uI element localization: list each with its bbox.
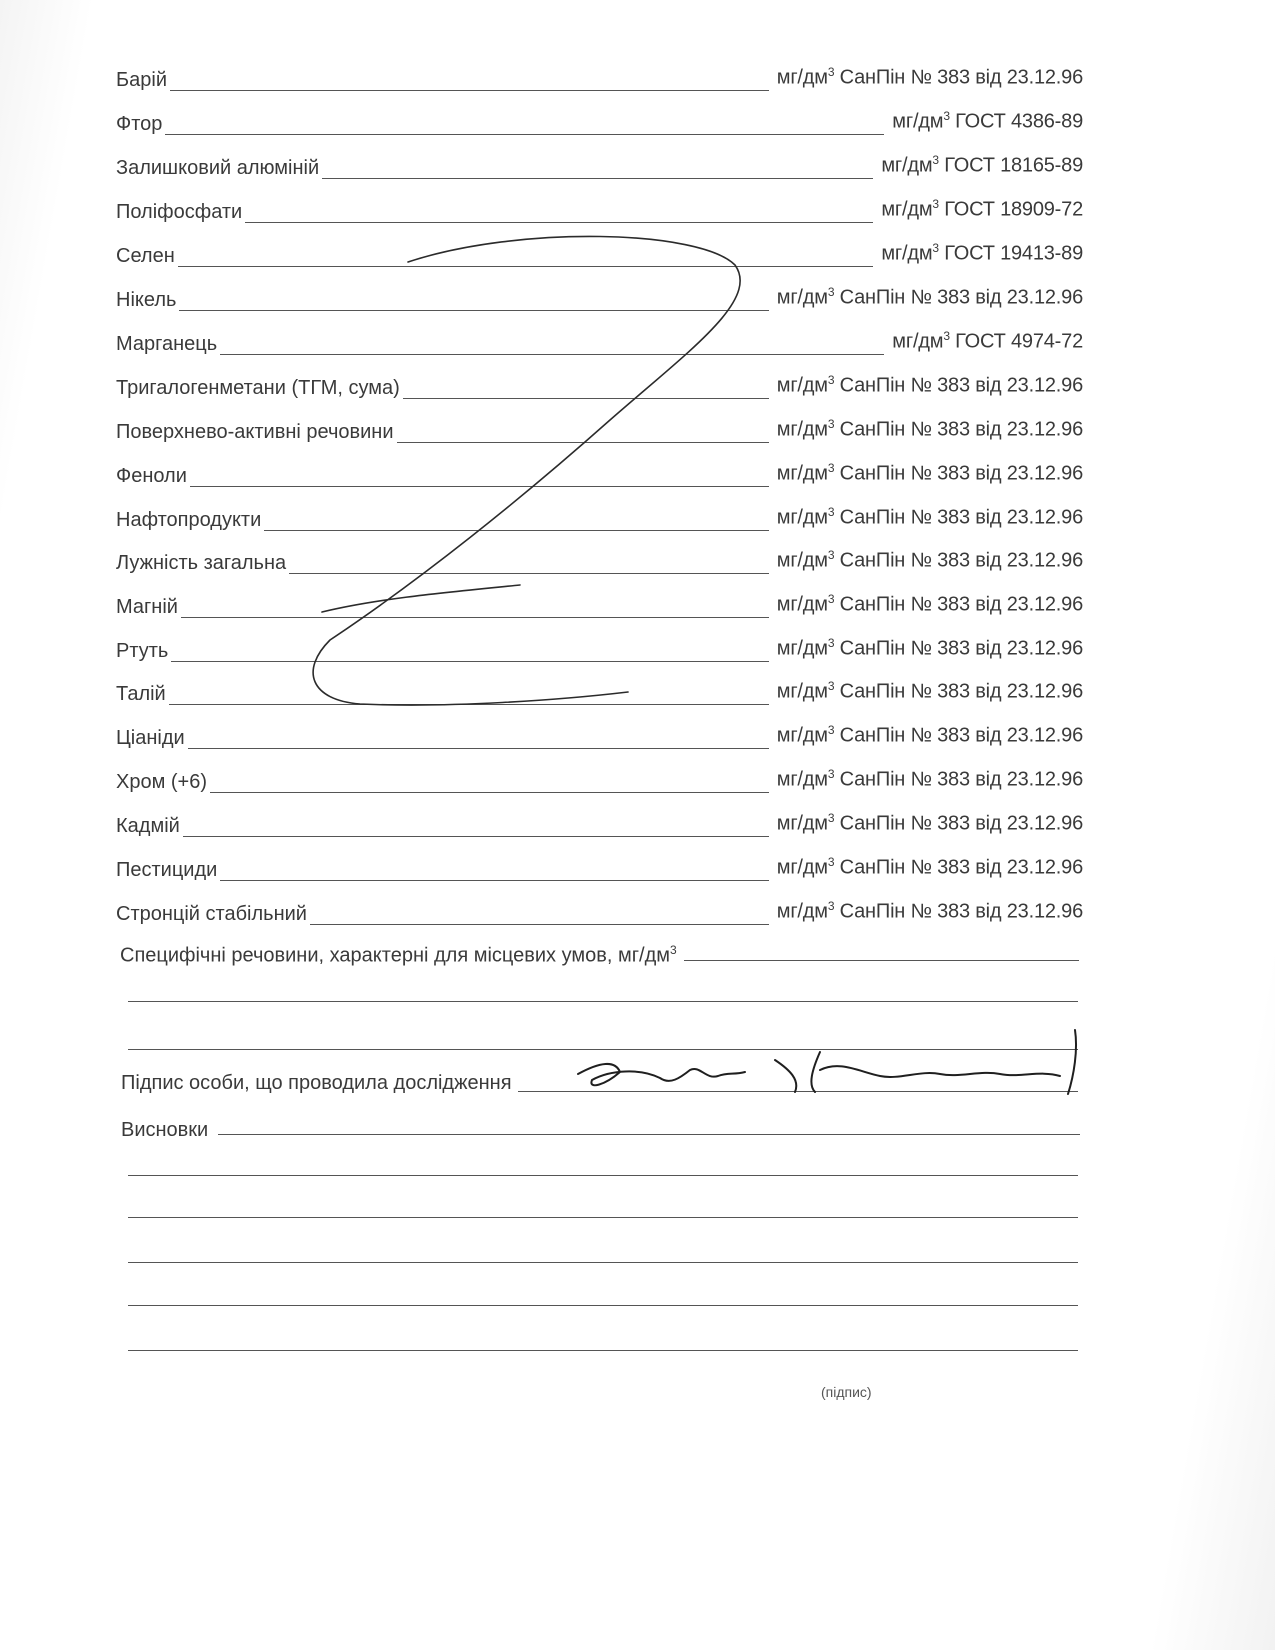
indicator-unit: мг/дм [881,155,933,177]
indicator-unit-sup: 3 [827,548,835,563]
indicator-name: Барій [116,69,167,91]
indicator-unit: мг/дм [892,331,944,353]
indicator-standard: ГОСТ 4386-89 [955,111,1083,133]
indicator-name: Марганець [116,333,218,355]
indicator-unit: мг/дм [776,769,828,791]
indicator-name: Феноли [116,465,187,487]
indicator-standard: СанПін № 383 від 23.12.96 [839,638,1083,660]
indicator-name: Хром (+6) [116,771,208,793]
indicator-unit-sup: 3 [932,197,939,212]
indicator-standard: СанПін № 383 від 23.12.96 [839,769,1083,791]
indicator-unit: мг/дм [776,375,828,397]
indicator-standard: СанПін № 383 від 23.12.96 [839,901,1083,923]
indicator-standard: ГОСТ 18165-89 [944,155,1083,177]
indicator-name: Лужність загальна [116,552,287,574]
indicator-standard: СанПін № 383 від 23.12.96 [839,725,1083,747]
indicator-unit: мг/дм [776,901,828,923]
indicator-name: Нікель [116,289,177,311]
indicator-unit-sup: 3 [827,592,835,607]
indicator-unit: мг/дм [881,199,933,221]
indicator-unit-sup: 3 [827,285,835,300]
indicator-unit: мг/дм [776,638,828,660]
indicator-unit: мг/дм [776,463,828,485]
indicator-name: Фтор [116,113,163,135]
indicator-unit: мг/дм [776,857,828,879]
indicator-unit: мг/дм [881,243,933,265]
indicator-unit: мг/дм [776,725,828,747]
indicator-unit-sup: 3 [827,767,835,782]
specific-substances-text: Специфічні речовини, характерні для місцевих умов, мг/дм [120,944,671,967]
indicator-unit: мг/дм [892,111,944,133]
indicator-name: Нафтопродукти [116,509,262,531]
indicator-standard: СанПін № 383 від 23.12.96 [839,681,1083,703]
indicator-unit-sup: 3 [827,855,835,870]
indicator-name: Магній [116,596,178,618]
indicator-unit: мг/дм [776,594,828,616]
indicator-name: Селен [116,245,175,267]
indicator-standard: СанПін № 383 від 23.12.96 [839,463,1083,485]
indicator-unit: мг/дм [776,681,828,703]
indicator-unit-sup: 3 [827,461,835,476]
indicator-unit-sup: 3 [943,109,950,124]
indicator-standard: ГОСТ 19413-89 [944,243,1083,265]
indicator-unit-sup: 3 [827,373,835,388]
indicator-name: Залишковий алюміній [116,157,320,179]
specific-substances-sup: 3 [670,943,677,957]
indicator-name: Стронцій стабільний [116,903,307,925]
indicator-standard: СанПін № 383 від 23.12.96 [839,419,1083,441]
indicator-name: Ціаніди [116,727,185,749]
indicator-unit: мг/дм [776,287,828,309]
indicator-standard: СанПін № 383 від 23.12.96 [839,507,1083,529]
indicator-standard: СанПін № 383 від 23.12.96 [839,594,1083,616]
indicator-name: Тригалогенметани (ТГМ, сума) [116,377,400,399]
signature-caption: (підпис) [821,1384,872,1400]
indicator-unit-sup: 3 [827,417,835,432]
indicator-standard: СанПін № 383 від 23.12.96 [839,813,1083,835]
indicator-unit: мг/дм [776,419,828,441]
indicator-standard: ГОСТ 18909-72 [944,199,1083,221]
indicator-name: Поверхнево-активні речовини [116,421,394,443]
indicator-standard: СанПін № 383 від 23.12.96 [839,857,1083,879]
indicator-unit-sup: 3 [932,241,939,256]
indicator-name: Поліфосфати [116,201,243,223]
researcher-signature-label: Підпис особи, що проводила дослідження [121,1072,512,1094]
indicator-name: Ртуть [116,640,169,662]
indicator-unit: мг/дм [776,507,828,529]
indicator-unit: мг/дм [776,67,828,89]
indicator-standard: СанПін № 383 від 23.12.96 [839,287,1083,309]
indicator-name: Кадмій [116,815,180,837]
indicator-standard: СанПін № 383 від 23.12.96 [839,67,1083,89]
indicator-unit-sup: 3 [827,636,835,651]
indicator-unit-sup: 3 [827,65,835,80]
indicator-unit-sup: 3 [827,811,835,826]
indicator-unit-sup: 3 [827,723,835,738]
conclusions-label: Висновки [121,1119,209,1141]
indicator-unit-sup: 3 [827,899,835,914]
indicator-standard: ГОСТ 4974-72 [955,331,1083,353]
indicator-unit-sup: 3 [827,505,835,520]
indicator-unit: мг/дм [776,813,828,835]
indicator-unit-sup: 3 [827,679,835,694]
researcher-signature-scribble [578,1030,1076,1094]
indicator-name: Талій [116,683,166,705]
indicator-standard: СанПін № 383 від 23.12.96 [839,375,1083,397]
indicator-unit-sup: 3 [943,329,950,344]
cross-out-z-stroke [313,236,740,705]
indicator-unit-sup: 3 [932,153,939,168]
indicator-standard: СанПін № 383 від 23.12.96 [839,550,1083,572]
indicator-unit: мг/дм [776,550,828,572]
indicator-name: Пестициди [116,859,218,881]
